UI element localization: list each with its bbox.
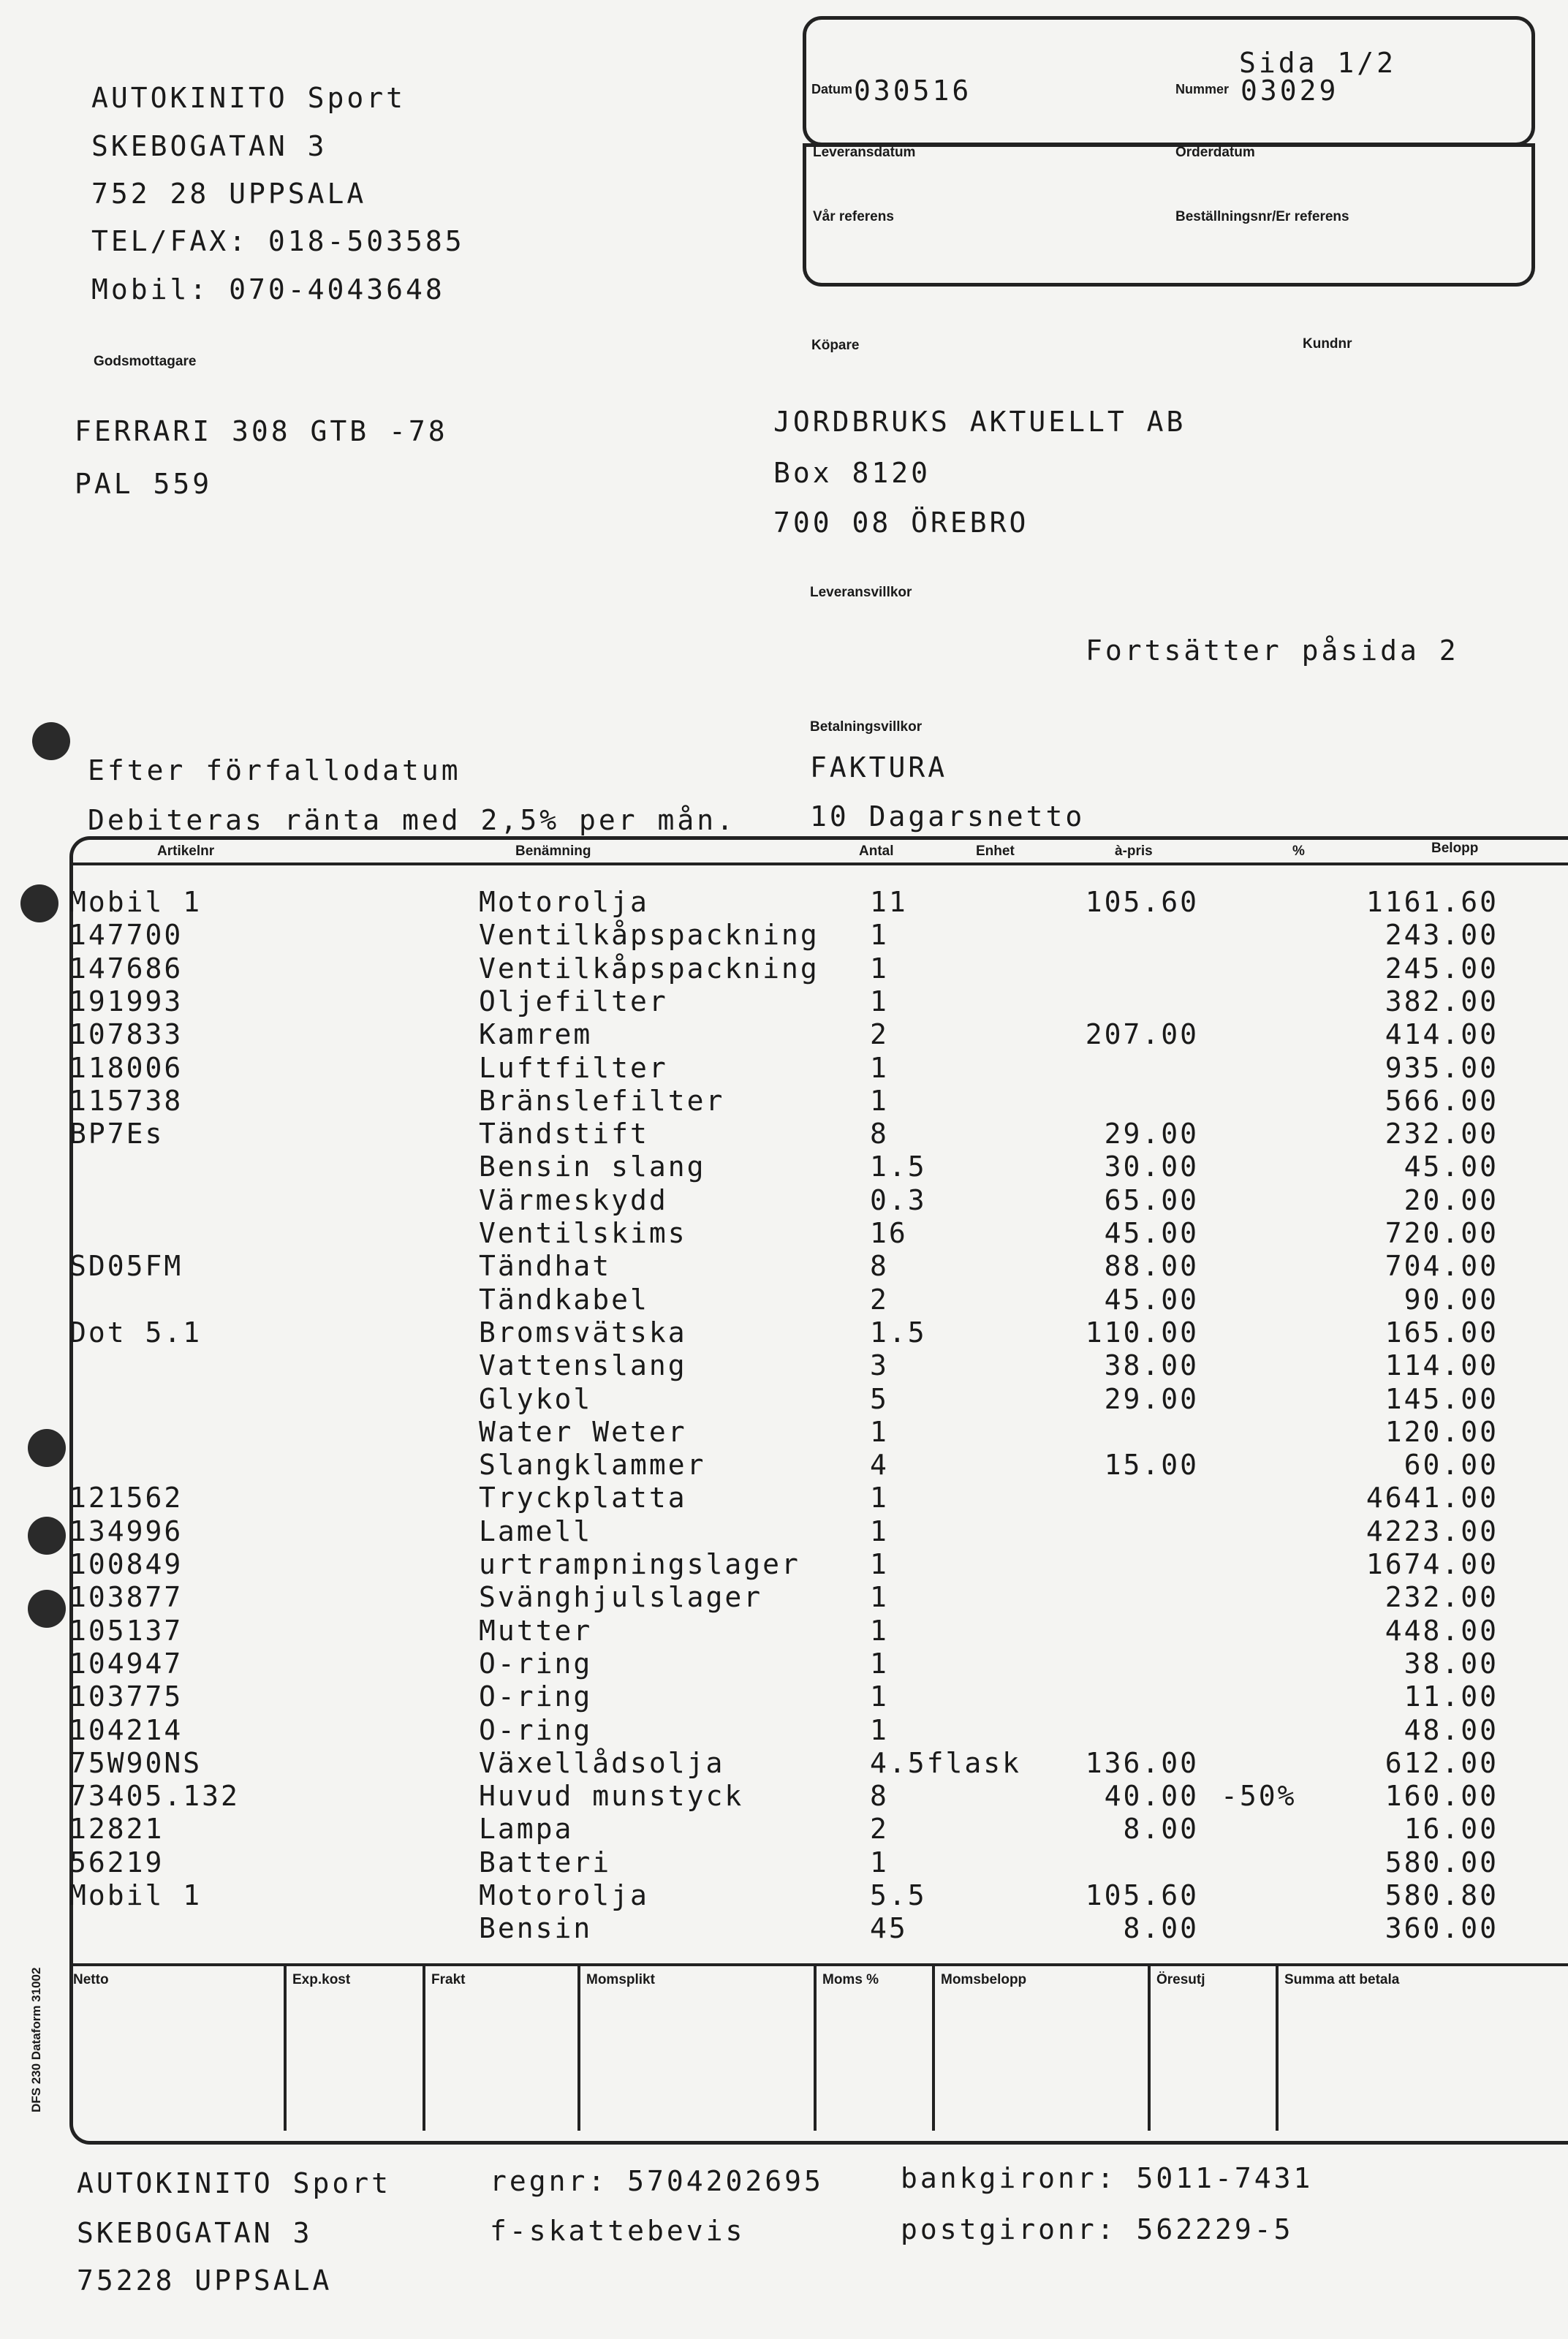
summary-divider xyxy=(284,1966,287,2131)
table-row xyxy=(0,1879,1568,1912)
item-amount: 45.00 xyxy=(1404,1150,1499,1183)
footer-postgiro: postgironr: 562229-5 xyxy=(901,2213,1294,2245)
item-amount: 90.00 xyxy=(1404,1283,1499,1316)
table-row xyxy=(0,985,1568,1018)
summary-momsplikt-label: Momsplikt xyxy=(586,1972,655,1987)
sender-telfax: TEL/FAX: 018-503585 xyxy=(91,225,465,257)
item-description: O-ring xyxy=(479,1680,593,1713)
item-description: Lamell xyxy=(479,1515,593,1547)
summary-divider xyxy=(1276,1966,1279,2131)
table-row xyxy=(0,886,1568,919)
item-description: O-ring xyxy=(479,1713,593,1746)
item-amount: 48.00 xyxy=(1404,1713,1499,1746)
kopare-label: Köpare xyxy=(811,338,860,353)
item-quantity: 1 xyxy=(870,1680,889,1713)
summary-expkost-label: Exp.kost xyxy=(292,1972,351,1987)
item-amount: 243.00 xyxy=(1385,919,1499,952)
item-amount: 11.00 xyxy=(1404,1680,1499,1713)
table-row xyxy=(0,1912,1568,1945)
item-unit-price: 15.00 xyxy=(1104,1449,1199,1482)
item-discount: -50% xyxy=(1221,1780,1297,1813)
table-row xyxy=(0,1118,1568,1150)
item-description: Slangklammer xyxy=(479,1449,706,1482)
item-quantity: 1 xyxy=(870,1084,889,1117)
item-quantity: 1 xyxy=(870,952,889,985)
item-unit-price: 110.00 xyxy=(1085,1316,1199,1349)
table-row xyxy=(0,1482,1568,1515)
summary-frakt-label: Frakt xyxy=(431,1972,466,1987)
sender-mobile: Mobil: 070-4043648 xyxy=(91,273,445,306)
item-quantity: 1.5 xyxy=(870,1316,927,1349)
item-unit-price: 88.00 xyxy=(1104,1250,1199,1283)
article-number: 12821 xyxy=(69,1813,164,1846)
table-row xyxy=(0,919,1568,952)
godsmottagare-line2: PAL 559 xyxy=(75,468,213,500)
leveransdatum-label: Leveransdatum xyxy=(813,145,916,160)
item-description: Värmeskydd xyxy=(479,1183,668,1216)
item-unit-price: 38.00 xyxy=(1104,1349,1199,1382)
table-row xyxy=(0,1747,1568,1780)
item-quantity: 8 xyxy=(870,1250,889,1283)
table-row xyxy=(0,1680,1568,1713)
item-amount: 60.00 xyxy=(1404,1449,1499,1482)
item-description: Växellådsolja xyxy=(479,1746,725,1779)
interest-line1: Efter förfallodatum xyxy=(88,754,461,786)
item-quantity: 1 xyxy=(870,1548,889,1580)
table-row xyxy=(0,1813,1568,1846)
item-quantity: 8 xyxy=(870,1118,889,1150)
betalningsvillkor-label: Betalningsvillkor xyxy=(810,719,923,735)
item-description: Vattenslang xyxy=(479,1349,687,1382)
item-description: Oljefilter xyxy=(479,985,668,1017)
item-description: Luftfilter xyxy=(479,1051,668,1084)
nummer-label: Nummer xyxy=(1175,82,1230,96)
table-row xyxy=(0,1648,1568,1680)
item-amount: 160.00 xyxy=(1385,1780,1499,1813)
footer-city: 75228 UPPSALA xyxy=(77,2264,333,2297)
item-quantity: 4 xyxy=(870,1449,889,1482)
item-amount: 16.00 xyxy=(1404,1813,1499,1846)
header-benamning: Benämning xyxy=(515,844,591,859)
item-amount: 120.00 xyxy=(1385,1415,1499,1448)
summary-divider xyxy=(814,1966,817,2131)
item-description: Bensin xyxy=(479,1912,593,1945)
article-number: 107833 xyxy=(69,1018,183,1051)
table-row xyxy=(0,952,1568,985)
item-quantity: 1 xyxy=(870,1713,889,1746)
table-row xyxy=(0,1284,1568,1316)
item-unit-price: 30.00 xyxy=(1104,1150,1199,1183)
table-row xyxy=(0,1383,1568,1416)
article-number: 73405.132 xyxy=(69,1780,240,1813)
item-unit-price: 45.00 xyxy=(1104,1217,1199,1249)
table-row xyxy=(0,1615,1568,1648)
summary-netto-label: Netto xyxy=(73,1972,109,1987)
item-description: Batteri xyxy=(479,1846,612,1879)
item-description: Bromsvätska xyxy=(479,1316,687,1349)
item-amount: 165.00 xyxy=(1385,1316,1499,1349)
form-code: DFS 230 Dataform 31002 xyxy=(29,1967,43,2112)
item-description: Lampa xyxy=(479,1813,574,1846)
table-row xyxy=(0,1548,1568,1581)
item-amount: 612.00 xyxy=(1385,1746,1499,1779)
item-quantity: 11 xyxy=(870,886,908,918)
item-quantity: 2 xyxy=(870,1813,889,1846)
item-description: Glykol xyxy=(479,1382,593,1415)
summary-oresutj-label: Öresutj xyxy=(1156,1972,1205,1987)
table-row xyxy=(0,1250,1568,1283)
item-quantity: 1 xyxy=(870,1515,889,1547)
article-number: 56219 xyxy=(69,1846,164,1879)
table-row xyxy=(0,1316,1568,1349)
table-row xyxy=(0,1349,1568,1382)
table-row xyxy=(0,1515,1568,1548)
article-number: 103775 xyxy=(69,1680,183,1713)
item-amount: 382.00 xyxy=(1385,985,1499,1017)
article-number: 121562 xyxy=(69,1482,183,1515)
item-quantity: 5.5 xyxy=(870,1879,927,1911)
item-quantity: 1 xyxy=(870,1415,889,1448)
item-description: Ventilskims xyxy=(479,1217,687,1249)
item-description: Bränslefilter xyxy=(479,1084,725,1117)
table-row xyxy=(0,1018,1568,1051)
item-unit-price: 8.00 xyxy=(1123,1813,1199,1846)
article-number: 75W90NS xyxy=(69,1746,202,1779)
item-amount: 232.00 xyxy=(1385,1581,1499,1614)
item-description: Motorolja xyxy=(479,886,649,918)
item-quantity: 4.5flask xyxy=(870,1746,1022,1779)
bestallningsnr-label: Beställningsnr/Er referens xyxy=(1175,209,1349,224)
orderdatum-label: Orderdatum xyxy=(1175,145,1255,160)
item-amount: 1674.00 xyxy=(1366,1548,1499,1580)
datum-label: Datum xyxy=(811,82,853,96)
table-row xyxy=(0,1846,1568,1879)
table-row xyxy=(0,1714,1568,1747)
sender-city: 752 28 UPPSALA xyxy=(91,178,367,210)
table-summary-divider xyxy=(69,1963,1568,1966)
item-amount: 4223.00 xyxy=(1366,1515,1499,1547)
footer-regnr: regnr: 5704202695 xyxy=(490,2165,824,2197)
item-amount: 580.00 xyxy=(1385,1846,1499,1879)
article-number: 104947 xyxy=(69,1647,183,1680)
payment-terms-type: FAKTURA xyxy=(810,751,948,784)
summary-divider xyxy=(577,1966,580,2131)
item-amount: 245.00 xyxy=(1385,952,1499,985)
article-number: 105137 xyxy=(69,1614,183,1647)
item-description: Ventilkåpspackning xyxy=(479,919,819,952)
godsmottagare-line1: FERRARI 308 GTB -78 xyxy=(75,415,448,447)
item-quantity: 1 xyxy=(870,1482,889,1515)
summary-divider xyxy=(1148,1966,1151,2131)
article-number: 115738 xyxy=(69,1084,183,1117)
sender-street: SKEBOGATAN 3 xyxy=(91,130,327,162)
header-enhet: Enhet xyxy=(976,844,1015,859)
payment-terms-days: 10 Dagarsnetto xyxy=(810,800,1086,833)
item-amount: 1161.60 xyxy=(1366,886,1499,918)
table-header-divider xyxy=(69,863,1568,865)
article-number: Mobil 1 xyxy=(69,1879,202,1911)
item-unit-price: 136.00 xyxy=(1085,1746,1199,1779)
item-quantity: 5 xyxy=(870,1382,889,1415)
item-amount: 414.00 xyxy=(1385,1018,1499,1051)
item-quantity: 45 xyxy=(870,1912,908,1945)
summary-momsbelopp-label: Momsbelopp xyxy=(941,1972,1027,1987)
item-description: Tändstift xyxy=(479,1118,649,1150)
summary-total-label: Summa att betala xyxy=(1284,1972,1400,1987)
kopare-name: JORDBRUKS AKTUELLT AB xyxy=(773,406,1186,438)
item-amount: 580.80 xyxy=(1385,1879,1499,1911)
item-quantity: 2 xyxy=(870,1283,889,1316)
summary-moms-pct-label: Moms % xyxy=(822,1972,879,1987)
var-referens-label: Vår referens xyxy=(813,209,894,224)
header-artikelnr: Artikelnr xyxy=(157,844,215,859)
item-unit-price: 40.00 xyxy=(1104,1780,1199,1813)
sender-name: AUTOKINITO Sport xyxy=(91,82,406,114)
item-description: Kamrem xyxy=(479,1018,593,1051)
item-description: Water Weter xyxy=(479,1415,687,1448)
header-box-bottom xyxy=(803,143,1535,287)
footer-street: SKEBOGATAN 3 xyxy=(77,2217,313,2249)
table-row xyxy=(0,1184,1568,1217)
table-row xyxy=(0,1085,1568,1118)
item-description: Huvud munstyck xyxy=(479,1780,744,1813)
items-list xyxy=(0,886,1568,1960)
item-amount: 448.00 xyxy=(1385,1614,1499,1647)
item-unit-price: 29.00 xyxy=(1104,1382,1199,1415)
item-quantity: 1 xyxy=(870,1647,889,1680)
header-antal: Antal xyxy=(859,844,894,859)
item-quantity: 1 xyxy=(870,1051,889,1084)
table-row xyxy=(0,1449,1568,1482)
header-apris: à-pris xyxy=(1115,844,1153,859)
item-amount: 38.00 xyxy=(1404,1647,1499,1680)
item-quantity: 16 xyxy=(870,1217,908,1249)
item-unit-price: 105.60 xyxy=(1085,886,1199,918)
header-percent: % xyxy=(1292,844,1305,859)
item-unit-price: 105.60 xyxy=(1085,1879,1199,1911)
item-quantity: 2 xyxy=(870,1018,889,1051)
item-amount: 720.00 xyxy=(1385,1217,1499,1249)
item-unit-price: 65.00 xyxy=(1104,1183,1199,1216)
interest-line2: Debiteras ränta med 2,5% per mån. xyxy=(88,804,736,836)
item-description: Motorolja xyxy=(479,1879,649,1911)
article-number: 104214 xyxy=(69,1713,183,1746)
item-description: Tändkabel xyxy=(479,1283,649,1316)
article-number: Mobil 1 xyxy=(69,886,202,918)
item-quantity: 1 xyxy=(870,1614,889,1647)
item-quantity: 1 xyxy=(870,1846,889,1879)
summary-divider xyxy=(423,1966,425,2131)
table-row xyxy=(0,1581,1568,1614)
item-quantity: 8 xyxy=(870,1780,889,1813)
continues-note: Fortsätter påsida 2 xyxy=(1086,634,1459,667)
article-number: 147686 xyxy=(69,952,183,985)
item-amount: 232.00 xyxy=(1385,1118,1499,1150)
table-row xyxy=(0,1780,1568,1813)
article-number: 147700 xyxy=(69,919,183,952)
item-unit-price: 45.00 xyxy=(1104,1283,1199,1316)
item-quantity: 1 xyxy=(870,919,889,952)
nummer-value: 03029 xyxy=(1241,75,1339,107)
item-amount: 20.00 xyxy=(1404,1183,1499,1216)
item-description: urtrampningslager xyxy=(479,1548,800,1580)
article-number: 118006 xyxy=(69,1051,183,1084)
article-number: 191993 xyxy=(69,985,183,1017)
item-description: Mutter xyxy=(479,1614,593,1647)
table-row xyxy=(0,1052,1568,1085)
table-row xyxy=(0,1217,1568,1250)
item-description: Tändhat xyxy=(479,1250,612,1283)
table-row xyxy=(0,1150,1568,1183)
article-number: 134996 xyxy=(69,1515,183,1547)
item-amount: 145.00 xyxy=(1385,1382,1499,1415)
item-description: Svänghjulslager xyxy=(479,1581,763,1614)
godsmottagare-label: Godsmottagare xyxy=(94,354,197,369)
item-amount: 114.00 xyxy=(1385,1349,1499,1382)
punch-hole xyxy=(32,722,70,760)
item-amount: 704.00 xyxy=(1385,1250,1499,1283)
footer-company: AUTOKINITO Sport xyxy=(77,2167,392,2199)
item-amount: 935.00 xyxy=(1385,1051,1499,1084)
item-unit-price: 207.00 xyxy=(1085,1018,1199,1051)
kopare-box: Box 8120 xyxy=(773,457,931,489)
item-unit-price: 8.00 xyxy=(1123,1912,1199,1945)
item-quantity: 1 xyxy=(870,1581,889,1614)
item-description: Tryckplatta xyxy=(479,1482,687,1515)
item-amount: 4641.00 xyxy=(1366,1482,1499,1515)
summary-divider xyxy=(932,1966,935,2131)
item-description: Ventilkåpspackning xyxy=(479,952,819,985)
item-description: Bensin slang xyxy=(479,1150,706,1183)
datum-value: 030516 xyxy=(854,75,972,107)
item-quantity: 3 xyxy=(870,1349,889,1382)
page-indicator: Sida 1/2 xyxy=(1239,47,1397,79)
item-description: O-ring xyxy=(479,1647,593,1680)
article-number: Dot 5.1 xyxy=(69,1316,202,1349)
leveransvillkor-label: Leveransvillkor xyxy=(810,585,912,600)
article-number: BP7Es xyxy=(69,1118,164,1150)
article-number: 100849 xyxy=(69,1548,183,1580)
item-quantity: 1.5 xyxy=(870,1150,927,1183)
table-row xyxy=(0,1416,1568,1449)
article-number: SD05FM xyxy=(69,1250,183,1283)
item-amount: 360.00 xyxy=(1385,1912,1499,1945)
footer-fskatt: f-skattebevis xyxy=(490,2215,746,2247)
item-quantity: 1 xyxy=(870,985,889,1017)
item-quantity: 0.3 xyxy=(870,1183,927,1216)
kopare-city: 700 08 ÖREBRO xyxy=(773,507,1029,539)
header-belopp: Belopp xyxy=(1431,841,1479,856)
item-amount: 566.00 xyxy=(1385,1084,1499,1117)
item-unit-price: 29.00 xyxy=(1104,1118,1199,1150)
kundnr-label: Kundnr xyxy=(1303,336,1352,352)
footer-bankgiro: bankgironr: 5011-7431 xyxy=(901,2162,1314,2194)
article-number: 103877 xyxy=(69,1581,183,1614)
